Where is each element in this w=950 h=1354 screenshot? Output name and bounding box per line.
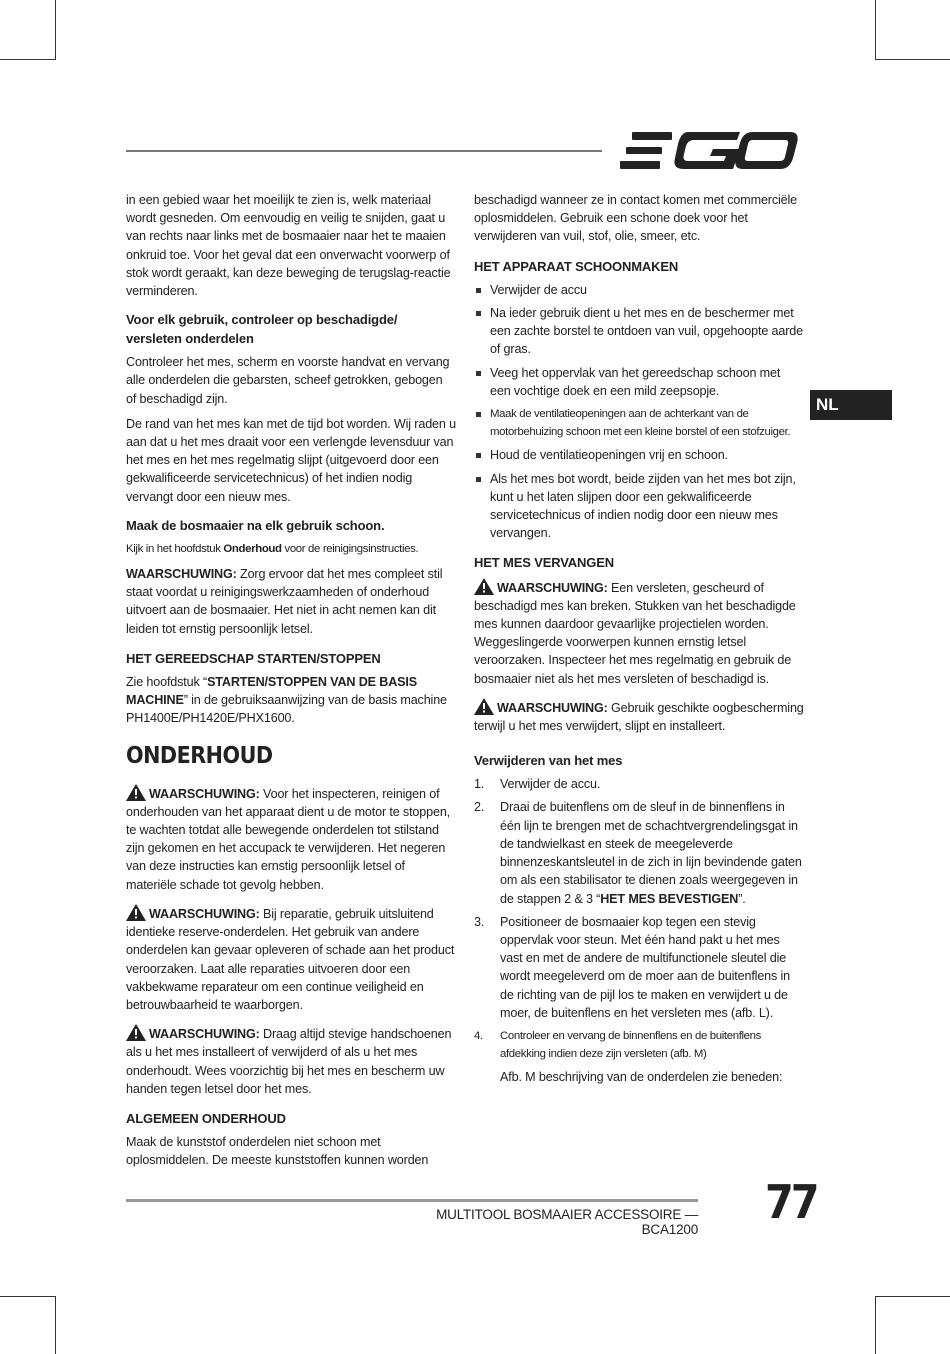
step-text: Positioneer de bosmaaier kop tegen een stevig oppervlak voor steun. Met één hand pakt u het mes vast en met de andere de multifunctionele sleutel die wordt meegeleverd om de moer aan de buitenflens in de richting van de pijl los te maken en verwijdert u de moer, de buitenflens en het versleten mes (afb. L). (500, 914, 791, 1020)
list-item: Als het mes bot wordt, beide zijden van het mes bot zijn, kunt u het laten slijpen door een gekwalificeerde servicetechnicus of indien nodig door een nieuw mes vervangen. (474, 470, 804, 543)
crop-mark (0, 1296, 56, 1297)
crop-mark (875, 1296, 876, 1354)
crop-mark (875, 1296, 950, 1297)
step-text: Draai de buitenflens om de sleuf in de binnenflens in één lijn te brengen met de schachtvergrendelingsgat in de tandwielkast en steek de meegeleverde binnenzeskantsleutel in de zich in lijn bevindende gaten om als een stabilisator te dienen zoals weergegeven in de stappen 2 & 3 “ (500, 800, 802, 906)
step-number: 1. (474, 777, 485, 792)
warning-label: WAARSCHUWING: (149, 786, 260, 801)
clean-paragraph (126, 540, 456, 558)
warning-label: WAARSCHUWING: (149, 1027, 260, 1042)
step-number: 3. (474, 914, 485, 929)
warning-text: Gebruik geschikte oogbescherming terwijl u het mes verwijdert, slijpt en installeert. (474, 700, 804, 734)
cleaning-list (474, 281, 804, 543)
ego-logo (618, 130, 800, 172)
left-column (126, 191, 456, 1177)
clean-post: voor de reinigingsinstructies. (281, 542, 419, 555)
start-heading: HET GEREEDSCHAP STARTEN/STOPPEN (126, 650, 381, 666)
warning-label: WAARSCHUWING: (126, 567, 237, 582)
header-rule (126, 150, 602, 152)
start-bold: STARTEN/STOPPEN VAN DE BASIS MACHINE (126, 675, 417, 708)
warning-3 (126, 904, 456, 1014)
warning-label: WAARSCHUWING: (497, 700, 608, 715)
warning-2 (126, 784, 456, 894)
warning-label: WAARSCHUWING: (497, 580, 608, 595)
warning-text: Bij reparatie, gebruik uitsluitend identieke reserve-onderdelen. Het gebruik van andere onderdelen kan gevaar opleveren of schade aan het product veroorzaken. Laat alle reparaties uitvoeren door een vakbekwame reparateur om een continue veiligheid en betrouwbaarheid te waarborgen. (126, 906, 455, 1012)
clean-link-text: Onderhoud (223, 542, 282, 555)
language-tab: NL (810, 390, 892, 420)
clean-pre: Kijk in het hoofdstuk (126, 542, 224, 555)
warning-6 (474, 698, 804, 735)
step-text: Controleer en vervang de binnenflens en de buitenflens afdekking indien deze zijn versleten (afb. M) (500, 1029, 761, 1061)
step-item (474, 913, 804, 1022)
start-paragraph (126, 673, 456, 728)
replace-heading: HET MES VERVANGEN (474, 555, 614, 571)
crop-mark (0, 59, 56, 60)
start-pre: Zie hoofdstuk “ (126, 675, 208, 690)
step-item (474, 775, 804, 793)
step-number: 2. (474, 800, 485, 815)
warning-label: WAARSCHUWING: (149, 906, 260, 921)
continued-paragraph: beschadigd wanneer ze in contact komen met commerciële oplosmiddelen. Gebruik een schone doek voor het verwijderen van vuil, stof, olie, smeer, etc. (474, 193, 798, 244)
right-column (474, 191, 804, 1094)
footer-rule (126, 1199, 698, 1202)
check-heading: Voor elk gebruik, controleer op beschadigde/ versleten onderdelen (126, 312, 398, 347)
step-item (474, 1027, 804, 1063)
warning-icon (474, 578, 494, 595)
warning-icon (126, 1024, 146, 1041)
crop-mark (875, 0, 876, 60)
warning-icon (126, 904, 146, 921)
crop-mark (875, 59, 950, 60)
warning-5 (474, 578, 804, 688)
warning-4 (126, 1024, 456, 1098)
step-item (474, 798, 804, 907)
section-title: ONDERHOUD (126, 742, 273, 769)
crop-mark (55, 0, 56, 60)
start-post: ” in de gebruiksaanwijzing van de basis machine PH1400E/PH1420E/PHX1600. (126, 693, 447, 726)
warning-text: Voor het inspecteren, reinigen of onderhouden van het apparaat dient u de motor te stoppen, te wachten totdat alle bewegende onderdelen tot stilstand zijn gekomen en het accupack te verwijderen. Het negeren van deze instructies kan ernstig persoonlijk letsel of materiële schade tot gevolg hebben. (126, 786, 451, 892)
clean-device-heading: HET APPARAAT SCHOONMAKEN (474, 258, 679, 274)
clean-heading: Maak de bosmaaier na elk gebruik schoon. (126, 517, 385, 533)
general-heading: ALGEMEEN ONDERHOUD (126, 1110, 286, 1126)
crop-mark (55, 1296, 56, 1354)
warning-text: Zorg ervoor dat het mes compleet stil staat voordat u reinigingswerkzaamheden of onderhoud uitvoert aan de bosmaaier. Het niet in acht nemen kan dit leiden tot ernstig persoonlijk letsel. (126, 567, 443, 636)
warning-text: Draag altijd stevige handschoenen als u het mes installeert of verwijderd of als u het mes onderhoudt. Wees voorzichtig bij het mes en bescherm uw handen tegen letsel door het mes. (126, 1027, 452, 1096)
list-item: Maak de ventilatieopeningen aan de achterkant van de motorbehuizing schoon met een kleine borstel of een stofzuiger. (474, 405, 804, 441)
warning-1 (126, 565, 456, 638)
list-item: Na ieder gebruik dient u het mes en de beschermer met een zachte borstel te ontdoen van vuil, opgehoopte aarde of gras. (474, 304, 804, 359)
warning-text: Een versleten, gescheurd of beschadigd mes kan breken. Stukken van het beschadigde mes kunnen daardoor gevaarlijke projectielen worden. Weggeslingerde voorwerpen kunnen ernstig letsel veroorzaken. Inspecteer het mes regelmatig en gebruik de bosmaaier niet als het mes versleten of beschadigd is. (474, 580, 796, 686)
step-text: Verwijder de accu. (500, 777, 601, 792)
list-item: Veeg het oppervlak van het gereedschap schoon met een vochtige doek en een mild zeepsopje. (474, 364, 804, 400)
page-number: 77 (765, 1175, 817, 1229)
steps-list (474, 775, 804, 1063)
footer-title: MULTITOOL BOSMAAIER ACCESSOIRE — BCA1200 (436, 1207, 698, 1237)
intro-paragraph: in een gebied waar het moeilijk te zien is, welk materiaal wordt gesneden. Om eenvoudig en veilig te snijden, gaat u van rechts naar links met de bosmaaier naar het te maaien onkruid toe. Voor het geval dat een onverwacht voorwerp of stok wordt geraakt, kan deze beweging de terugslag-reactie verminderen. (126, 193, 451, 299)
step-number: 4. (474, 1029, 483, 1042)
list-item: Houd de ventilatieopeningen vrij en schoon. (474, 446, 804, 464)
check-paragraph-1: Controleer het mes, scherm en voorste handvat en vervang alle onderdelen die gebarsten, scheef getrokken, gebogen of beschadigd zijn. (126, 355, 450, 406)
check-paragraph-2: De rand van het mes kan met de tijd bot worden. Wij raden u aan dat u het mes draait voor een verlengde levensduur van het mes en het mes regelmatig slijpt (uitgevoerd door een gekwalificeerde servicetechnicus) of het indien nodig vervangt door een nieuw mes. (126, 416, 456, 504)
step-bold: HET MES BEVESTIGEN (600, 891, 739, 906)
remove-heading: Verwijderen van het mes (474, 753, 623, 769)
warning-icon (126, 784, 146, 801)
figure-note: Afb. M beschrijving van de onderdelen zie beneden: (500, 1070, 783, 1085)
list-item: Verwijder de accu (474, 281, 804, 299)
step-post: ”. (738, 891, 746, 906)
general-paragraph: Maak de kunststof onderdelen niet schoon met oplosmiddelen. De meeste kunststoffen kunnen worden (126, 1135, 429, 1168)
warning-icon (474, 698, 494, 715)
